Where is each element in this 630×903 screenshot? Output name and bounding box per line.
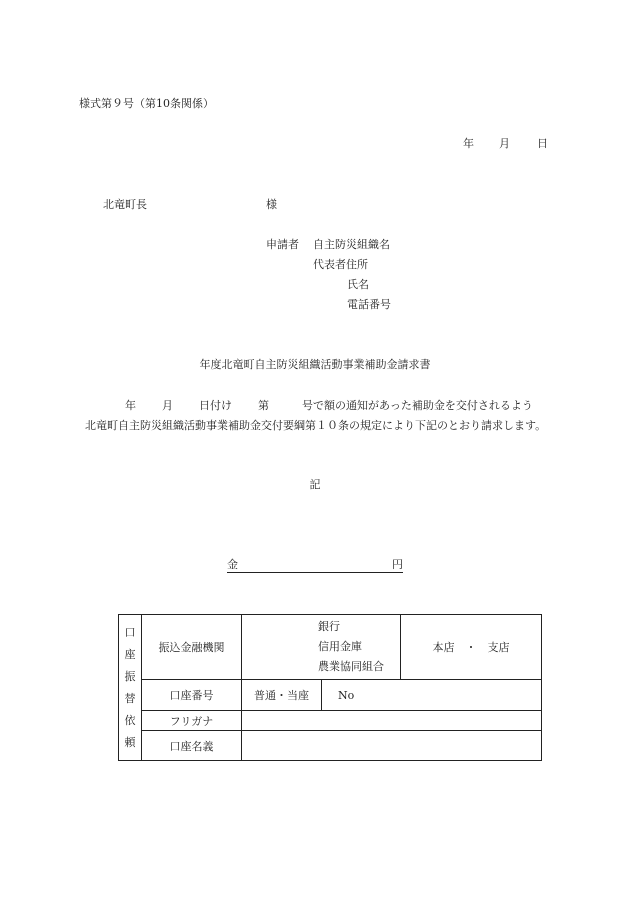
furigana-label: フリガナ [169, 714, 214, 728]
bank-type-nokyo: 農業協同組合 [318, 660, 384, 673]
date-month-label: 月 [499, 137, 510, 150]
date-day-label: 日 [537, 137, 548, 150]
side-label-char: 替 [124, 691, 136, 705]
addressee-honorific: 様 [266, 198, 277, 211]
request-body-text [85, 396, 550, 436]
account-number-cell [322, 680, 542, 711]
account-name-label: 口座名義 [169, 739, 214, 753]
branch-cell [401, 615, 542, 680]
body-line-1 [85, 396, 550, 416]
body-date-suffix: 日付け [199, 399, 232, 412]
body-year: 年 [125, 399, 136, 412]
account-name-value-cell [242, 731, 542, 761]
date-year-label: 年 [463, 137, 474, 150]
body-rest: 北竜町自主防災組織活動事業補助金交付要綱第１０条の規定により下記のとおり請求します。 [85, 419, 547, 432]
bank-types-cell [242, 615, 401, 680]
addressee-name: 北竜町長 [103, 198, 147, 211]
date-row [463, 137, 548, 151]
side-label-char: 振 [124, 669, 136, 683]
body-no-prefix: 第 [258, 399, 269, 412]
account-type-text: 普通・当座 [254, 689, 309, 702]
body-month: 月 [162, 399, 173, 412]
applicant-phone-label: 電話番号 [347, 298, 391, 311]
account-number-label: 口座番号 [169, 689, 214, 702]
bank-label-cell [142, 615, 242, 680]
side-label-char: 頼 [124, 735, 136, 749]
ki-heading: 記 [309, 478, 321, 491]
amount-suffix: 円 [392, 558, 403, 571]
branch-text: 本店 ・ 支店 [432, 641, 510, 654]
applicant-name-label: 氏名 [347, 278, 369, 291]
side-label-char: 口 [124, 625, 136, 639]
applicant-address-label: 代表者住所 [313, 258, 368, 271]
form-number: 様式第９号（第10条関係） [79, 97, 214, 110]
furigana-label-cell [142, 711, 242, 731]
side-label-char: 座 [124, 647, 136, 661]
account-number-label-cell [142, 680, 242, 711]
account-name-label-cell [142, 731, 242, 761]
applicant-organization-label: 自主防災組織名 [313, 238, 390, 251]
bank-type-ginko: 銀行 [318, 620, 340, 633]
side-label [119, 615, 142, 761]
applicant-label: 申請者 [266, 238, 299, 251]
bank-label: 振込金融機関 [158, 641, 225, 654]
account-type-cell [242, 680, 322, 711]
account-no-prefix: No [338, 688, 355, 702]
furigana-value-cell [242, 711, 542, 731]
body-line1-text: 号で額の通知があった補助金を交付されるよう [302, 399, 533, 412]
account-transfer-table [118, 614, 542, 761]
amount-line [227, 558, 403, 573]
document-title: 年度北竜町自主防災組織活動事業補助金請求書 [199, 358, 431, 371]
amount-prefix: 金 [227, 558, 238, 571]
side-label-char: 依 [124, 713, 136, 727]
bank-type-shinyo: 信用金庫 [318, 640, 362, 653]
